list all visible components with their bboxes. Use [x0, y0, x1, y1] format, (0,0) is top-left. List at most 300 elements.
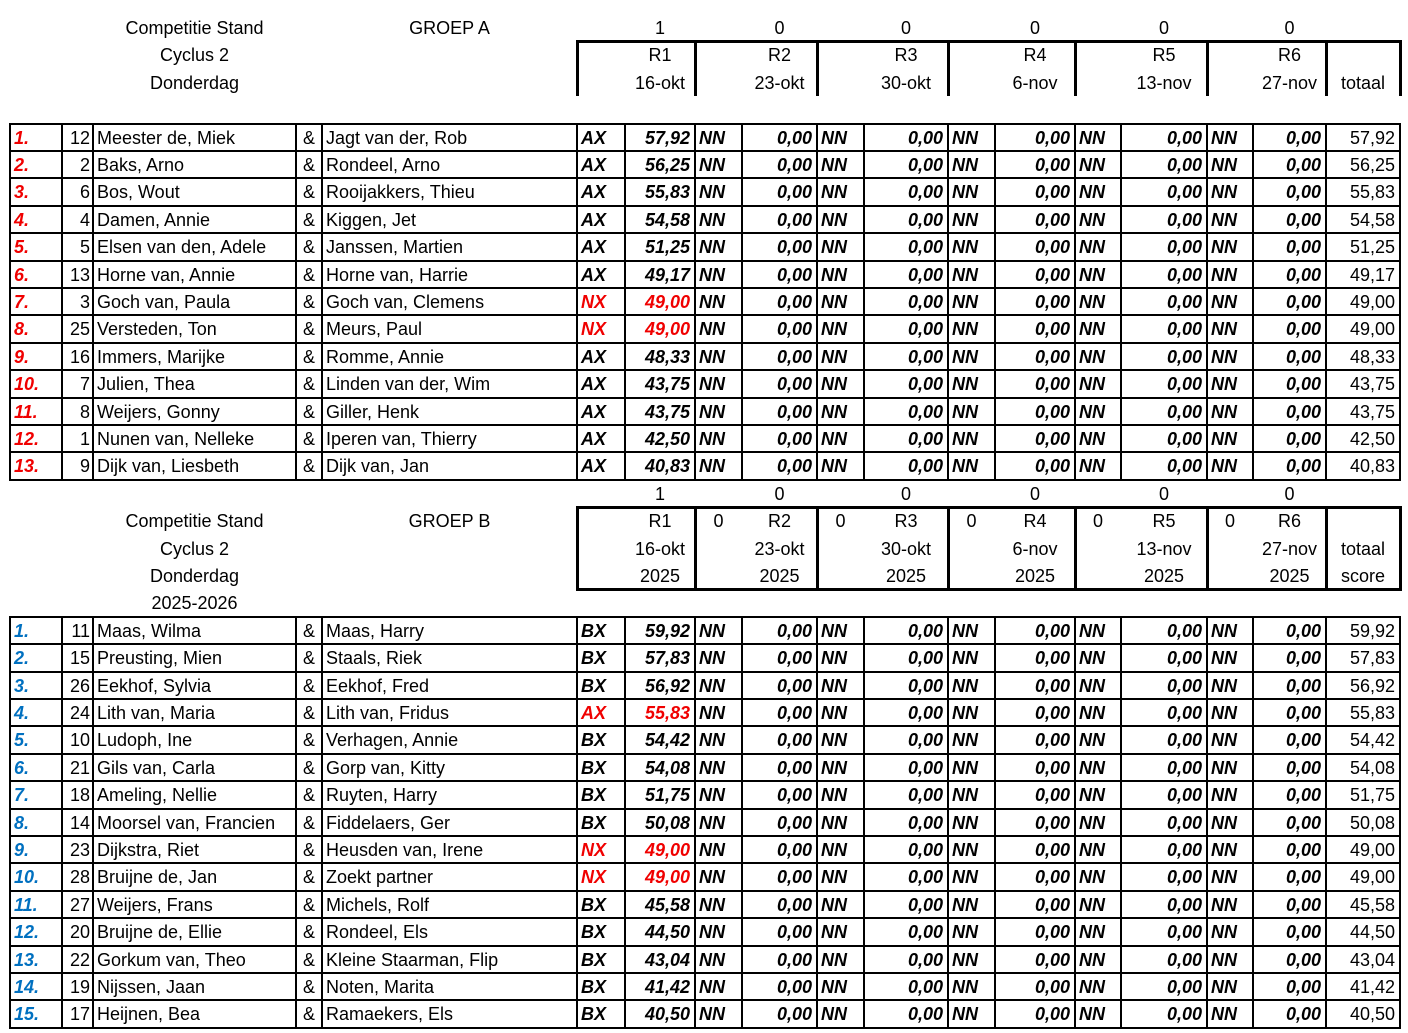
round-6-score: 0,00 [1285, 291, 1321, 312]
round-4-code: NN [952, 976, 978, 997]
round-1-code: BX [581, 812, 607, 833]
pair-number: 28 [69, 867, 90, 887]
round-1-score: 51,25 [644, 237, 690, 257]
round-1-score: 49,17 [644, 264, 690, 285]
round-1-code: NX [581, 867, 607, 887]
round-6-code: NN [1211, 812, 1237, 833]
round-6-code: NN [1211, 839, 1237, 860]
round-6-code: NN [1211, 456, 1237, 476]
header-box-line-bottom [576, 588, 1402, 591]
round-1-score: 43,75 [644, 374, 690, 394]
header-box-line-vertical [816, 506, 819, 591]
pair-ampersand: & [302, 949, 315, 970]
round-6-score: 0,00 [1285, 839, 1321, 860]
round-5-code: NN [1079, 154, 1105, 175]
round-3-code: NN [821, 730, 847, 750]
round-3-score: 0,00 [907, 894, 943, 915]
round-2-code: NN [699, 1004, 725, 1024]
total-score: 50,08 [1349, 812, 1395, 833]
round-1-date: 16-okt [634, 72, 686, 93]
player-2-name: Horne van, Harrie [326, 264, 469, 285]
rank: 5. [14, 730, 30, 750]
round-4-code: NN [952, 867, 978, 887]
round-4-score: 0,00 [1034, 374, 1070, 394]
total-header: totaal [1340, 72, 1386, 93]
round-2-score: 0,00 [776, 374, 812, 394]
round-2-code: NN [699, 237, 725, 257]
round-5-score: 0,00 [1166, 456, 1202, 476]
round-6-score: 0,00 [1285, 401, 1321, 422]
round-5-code: NN [1079, 237, 1105, 257]
total-score: 56,25 [1349, 154, 1395, 175]
pair-ampersand: & [302, 648, 315, 668]
round-4-score: 0,00 [1034, 291, 1070, 312]
total-score: 45,58 [1349, 894, 1395, 915]
player-1-name: Goch van, Paula [97, 291, 231, 312]
season-label: 2025-2026 [151, 593, 238, 613]
round-3-code: NN [821, 346, 847, 367]
round-4-code: NN [952, 894, 978, 915]
round-5-code: NN [1079, 1004, 1105, 1024]
rank: 10. [14, 374, 40, 394]
pair-ampersand: & [302, 785, 315, 805]
header-box-line-vertical [1325, 40, 1328, 96]
round-4-code: NN [952, 812, 978, 833]
round-1-code: NX [581, 319, 607, 339]
round-6-score: 0,00 [1285, 154, 1321, 175]
round-1-score: 44,50 [644, 922, 690, 942]
round-6-code: NN [1211, 264, 1237, 285]
player-2-name: Kiggen, Jet [326, 209, 417, 230]
pair-number: 1 [79, 428, 90, 449]
round-1-score: 59,92 [644, 620, 690, 641]
round-3-score: 0,00 [907, 209, 943, 230]
player-2-name: Gorp van, Kitty [326, 757, 446, 778]
player-2-name: Noten, Marita [326, 976, 435, 997]
round-6-code: NN [1211, 894, 1237, 915]
round-1-score: 43,04 [644, 949, 690, 970]
pair-number: 14 [69, 812, 90, 833]
round-5-nn-count: 0 [1092, 511, 1103, 531]
rank: 4. [14, 702, 30, 723]
total-score: 49,00 [1349, 839, 1395, 860]
round-4-score: 0,00 [1034, 867, 1070, 887]
pair-ampersand: & [302, 976, 315, 997]
round-2-score: 0,00 [776, 346, 812, 367]
round-4-code: NN [952, 702, 978, 723]
round-6-score: 0,00 [1285, 949, 1321, 970]
pair-number: 23 [69, 839, 90, 860]
round-4-score: 0,00 [1034, 209, 1070, 230]
player-1-name: Damen, Annie [97, 209, 211, 230]
round-2-code: NN [699, 812, 725, 833]
round-2-code: NN [699, 346, 725, 367]
round-6-score: 0,00 [1285, 209, 1321, 230]
round-6-score: 0,00 [1285, 346, 1321, 367]
round-3-score: 0,00 [907, 237, 943, 257]
round-4-score: 0,00 [1034, 456, 1070, 476]
round-3-score: 0,00 [907, 264, 943, 285]
player-2-name: Dijk van, Jan [326, 456, 430, 476]
total-score: 40,50 [1349, 1004, 1395, 1024]
round-3-score: 0,00 [907, 1004, 943, 1024]
round-1-label: R1 [648, 511, 672, 531]
round-5-score: 0,00 [1166, 730, 1202, 750]
round-4-code: NN [952, 182, 978, 202]
round-3-code: NN [821, 867, 847, 887]
player-1-name: Bruijne de, Ellie [97, 922, 223, 942]
pair-number: 27 [69, 894, 90, 915]
player-1-name: Ameling, Nellie [97, 785, 218, 805]
round-1-code: AX [581, 401, 607, 422]
player-1-name: Dijk van, Liesbeth [97, 456, 240, 476]
round-1-score: 57,83 [644, 648, 690, 668]
player-2-name: Verhagen, Annie [326, 730, 459, 750]
round-4-code: NN [952, 949, 978, 970]
player-2-name: Fiddelaers, Ger [326, 812, 451, 833]
round-3-label: R3 [894, 45, 918, 65]
round-5-score: 0,00 [1166, 209, 1202, 230]
round-6-score: 0,00 [1285, 785, 1321, 805]
total-subheader: score [1340, 565, 1385, 586]
round-6-code: NN [1211, 785, 1237, 805]
player-1-name: Immers, Marijke [97, 346, 226, 367]
round-3-code: NN [821, 976, 847, 997]
rank: 8. [14, 812, 30, 833]
round-2-code: NN [699, 319, 725, 339]
player-1-name: Preusting, Mien [97, 648, 223, 668]
rank: 9. [14, 346, 30, 367]
round-6-code: NN [1211, 401, 1237, 422]
round-4-code: NN [952, 839, 978, 860]
player-2-name: Giller, Henk [326, 401, 420, 422]
round-3-code: NN [821, 757, 847, 778]
total-score: 57,83 [1349, 648, 1395, 668]
pair-ampersand: & [302, 702, 315, 723]
rank: 4. [14, 209, 30, 230]
round-2-code: NN [699, 620, 725, 641]
group-label: GROEP B [408, 511, 491, 531]
round-4-code: NN [952, 428, 978, 449]
round-2-score: 0,00 [776, 319, 812, 339]
pair-number: 15 [69, 648, 90, 668]
pair-number: 16 [69, 346, 90, 367]
round-1-code: AX [581, 182, 607, 202]
round-3-score: 0,00 [907, 702, 943, 723]
round-6-score: 0,00 [1285, 675, 1321, 696]
round-1-score: 54,42 [644, 730, 690, 750]
round-1-score: 57,92 [644, 127, 690, 148]
round-3-score: 0,00 [907, 976, 943, 997]
total-score: 40,83 [1349, 456, 1395, 476]
round-5-score: 0,00 [1166, 757, 1202, 778]
rank: 12. [14, 428, 40, 449]
player-1-name: Weijers, Gonny [97, 401, 220, 422]
rank: 11. [14, 401, 38, 422]
rank: 1. [14, 127, 30, 148]
round-1-score: 49,00 [644, 867, 690, 887]
round-2-code: NN [699, 839, 725, 860]
round-4-score: 0,00 [1034, 894, 1070, 915]
round-6-count: 0 [1284, 17, 1295, 38]
round-3-code: NN [821, 456, 847, 476]
round-3-code: NN [821, 922, 847, 942]
round-1-score: 49,00 [644, 291, 690, 312]
round-5-score: 0,00 [1166, 237, 1202, 257]
round-3-score: 0,00 [907, 291, 943, 312]
round-4-code: NN [952, 1004, 978, 1024]
round-4-code: NN [952, 648, 978, 668]
round-3-score: 0,00 [907, 839, 943, 860]
round-6-score: 0,00 [1285, 620, 1321, 641]
pair-number: 4 [79, 209, 90, 230]
round-6-score: 0,00 [1285, 182, 1321, 202]
round-5-score: 0,00 [1166, 922, 1202, 942]
round-2-code: NN [699, 291, 725, 312]
round-1-code: AX [581, 127, 607, 148]
player-1-name: Gorkum van, Theo [97, 949, 246, 970]
round-4-nn-count: 0 [966, 511, 977, 531]
pair-number: 2 [79, 154, 90, 175]
round-1-code: AX [581, 154, 607, 175]
round-4-score: 0,00 [1034, 730, 1070, 750]
round-5-date: 13-nov [1136, 72, 1192, 93]
round-2-code: NN [699, 401, 725, 422]
round-2-score: 0,00 [776, 730, 812, 750]
round-2-code: NN [699, 209, 725, 230]
player-1-name: Horne van, Annie [97, 264, 236, 285]
round-1-code: BX [581, 675, 607, 696]
round-5-code: NN [1079, 702, 1105, 723]
round-5-code: NN [1079, 867, 1105, 887]
player-1-name: Lith van, Maria [97, 702, 216, 723]
round-5-code: NN [1079, 209, 1105, 230]
round-6-score: 0,00 [1285, 428, 1321, 449]
round-2-score: 0,00 [776, 839, 812, 860]
player-2-name: Eekhof, Fred [326, 675, 430, 696]
round-4-score: 0,00 [1034, 922, 1070, 942]
pair-ampersand: & [302, 346, 315, 367]
round-6-code: NN [1211, 209, 1237, 230]
round-6-score: 0,00 [1285, 812, 1321, 833]
pair-number: 7 [79, 374, 90, 394]
round-2-nn-count: 0 [713, 511, 724, 531]
player-1-name: Bos, Wout [97, 182, 180, 202]
round-2-score: 0,00 [776, 182, 812, 202]
round-5-count: 0 [1158, 17, 1169, 38]
pair-number: 5 [79, 237, 90, 257]
pair-ampersand: & [302, 839, 315, 860]
round-3-score: 0,00 [907, 949, 943, 970]
round-2-score: 0,00 [776, 812, 812, 833]
player-1-name: Versteden, Ton [97, 319, 217, 339]
round-3-count: 0 [900, 17, 911, 38]
round-1-code: BX [581, 976, 607, 997]
round-1-label: R1 [648, 45, 672, 65]
round-6-score: 0,00 [1285, 894, 1321, 915]
round-4-code: NN [952, 346, 978, 367]
player-2-name: Janssen, Martien [326, 237, 464, 257]
round-1-score: 51,75 [644, 785, 690, 805]
total-score: 54,42 [1349, 730, 1395, 750]
round-2-code: NN [699, 867, 725, 887]
round-1-score: 54,08 [644, 757, 690, 778]
round-1-score: 45,58 [644, 894, 690, 915]
round-5-year: 2025 [1143, 565, 1185, 586]
round-3-score: 0,00 [907, 867, 943, 887]
round-3-code: NN [821, 237, 847, 257]
round-4-score: 0,00 [1034, 648, 1070, 668]
player-2-name: Meurs, Paul [326, 319, 423, 339]
total-score: 49,00 [1349, 291, 1395, 312]
pair-ampersand: & [302, 401, 315, 422]
player-2-name: Jagt van der, Rob [326, 127, 468, 148]
header-box-line-vertical [1325, 506, 1328, 591]
rank: 13. [14, 456, 40, 476]
player-1-name: Moorsel van, Francien [97, 812, 276, 833]
round-3-nn-count: 0 [835, 511, 846, 531]
rank: 6. [14, 757, 30, 778]
round-4-score: 0,00 [1034, 949, 1070, 970]
round-2-score: 0,00 [776, 702, 812, 723]
header-box-line-vertical [816, 40, 819, 96]
round-1-code: BX [581, 894, 607, 915]
round-1-code: BX [581, 1004, 607, 1024]
round-5-code: NN [1079, 319, 1105, 339]
header-box-line-vertical [694, 506, 697, 591]
round-3-code: NN [821, 291, 847, 312]
pair-number: 13 [69, 264, 90, 285]
round-4-score: 0,00 [1034, 237, 1070, 257]
pair-ampersand: & [302, 894, 315, 915]
round-3-code: NN [821, 1004, 847, 1024]
total-score: 51,75 [1349, 785, 1395, 805]
round-5-code: NN [1079, 620, 1105, 641]
round-6-score: 0,00 [1285, 648, 1321, 668]
round-4-score: 0,00 [1034, 757, 1070, 778]
round-1-year: 2025 [639, 565, 681, 586]
round-6-count: 0 [1284, 483, 1295, 504]
round-5-code: NN [1079, 976, 1105, 997]
round-3-code: NN [821, 209, 847, 230]
player-2-name: Maas, Harry [326, 620, 425, 641]
round-4-code: NN [952, 374, 978, 394]
round-5-score: 0,00 [1166, 182, 1202, 202]
round-6-score: 0,00 [1285, 702, 1321, 723]
round-2-code: NN [699, 785, 725, 805]
round-4-code: NN [952, 730, 978, 750]
round-5-code: NN [1079, 264, 1105, 285]
round-5-score: 0,00 [1166, 894, 1202, 915]
player-1-name: Elsen van den, Adele [97, 237, 267, 257]
round-1-score: 49,00 [644, 839, 690, 860]
round-5-score: 0,00 [1166, 976, 1202, 997]
round-2-score: 0,00 [776, 237, 812, 257]
pair-number: 19 [69, 976, 90, 997]
round-2-code: NN [699, 702, 725, 723]
round-6-code: NN [1211, 730, 1237, 750]
round-3-score: 0,00 [907, 730, 943, 750]
rank: 7. [14, 785, 30, 805]
round-1-code: AX [581, 264, 607, 285]
round-2-score: 0,00 [776, 127, 812, 148]
round-4-score: 0,00 [1034, 620, 1070, 641]
round-6-score: 0,00 [1285, 730, 1321, 750]
round-6-score: 0,00 [1285, 867, 1321, 887]
round-6-year: 2025 [1269, 565, 1310, 586]
round-1-count: 1 [654, 17, 665, 38]
round-4-date: 6-nov [1012, 72, 1058, 93]
round-3-code: NN [821, 154, 847, 175]
pair-ampersand: & [302, 319, 315, 339]
round-3-year: 2025 [885, 565, 927, 586]
round-6-score: 0,00 [1285, 976, 1321, 997]
group-label: GROEP A [409, 17, 490, 38]
round-2-code: NN [699, 154, 725, 175]
round-2-code: NN [699, 976, 725, 997]
round-4-count: 0 [1029, 483, 1040, 504]
round-4-code: NN [952, 456, 978, 476]
rank: 6. [14, 264, 30, 285]
round-4-code: NN [952, 319, 978, 339]
round-3-code: NN [821, 264, 847, 285]
sheet-title: Competitie Stand [125, 17, 264, 38]
round-1-code: AX [581, 456, 607, 476]
total-score: 55,83 [1349, 182, 1395, 202]
total-header: totaal [1340, 538, 1386, 559]
round-6-code: NN [1211, 620, 1237, 641]
round-3-code: NN [821, 428, 847, 449]
pair-number: 20 [69, 922, 90, 942]
player-2-name: Iperen van, Thierry [326, 428, 477, 449]
round-2-date: 23-okt [754, 538, 805, 559]
round-5-score: 0,00 [1166, 812, 1202, 833]
pair-number: 21 [69, 757, 90, 778]
round-5-label: R5 [1152, 45, 1176, 65]
round-2-score: 0,00 [776, 428, 812, 449]
round-4-score: 0,00 [1034, 785, 1070, 805]
round-6-code: NN [1211, 648, 1237, 668]
round-3-score: 0,00 [907, 620, 943, 641]
round-6-code: NN [1211, 1004, 1237, 1024]
round-1-score: 49,00 [644, 319, 690, 339]
total-score: 49,00 [1349, 319, 1395, 339]
round-2-count: 0 [774, 483, 785, 504]
round-4-code: NN [952, 237, 978, 257]
pair-number: 18 [69, 785, 90, 805]
pair-ampersand: & [302, 291, 315, 312]
round-5-score: 0,00 [1166, 620, 1202, 641]
player-2-name: Ruyten, Harry [326, 785, 438, 805]
round-1-code: AX [581, 237, 607, 257]
round-3-score: 0,00 [907, 428, 943, 449]
round-2-code: NN [699, 456, 725, 476]
round-4-date: 6-nov [1012, 538, 1058, 559]
player-2-name: Staals, Riek [326, 648, 423, 668]
pair-ampersand: & [302, 209, 315, 230]
round-3-score: 0,00 [907, 346, 943, 367]
round-4-score: 0,00 [1034, 812, 1070, 833]
round-2-date: 23-okt [754, 72, 805, 93]
round-1-code: AX [581, 374, 607, 394]
round-4-label: R4 [1023, 45, 1047, 65]
round-4-score: 0,00 [1034, 401, 1070, 422]
pair-number: 26 [69, 675, 90, 696]
round-5-label: R5 [1152, 511, 1176, 531]
round-2-score: 0,00 [776, 976, 812, 997]
player-2-name: Michels, Rolf [326, 894, 430, 915]
round-2-code: NN [699, 922, 725, 942]
